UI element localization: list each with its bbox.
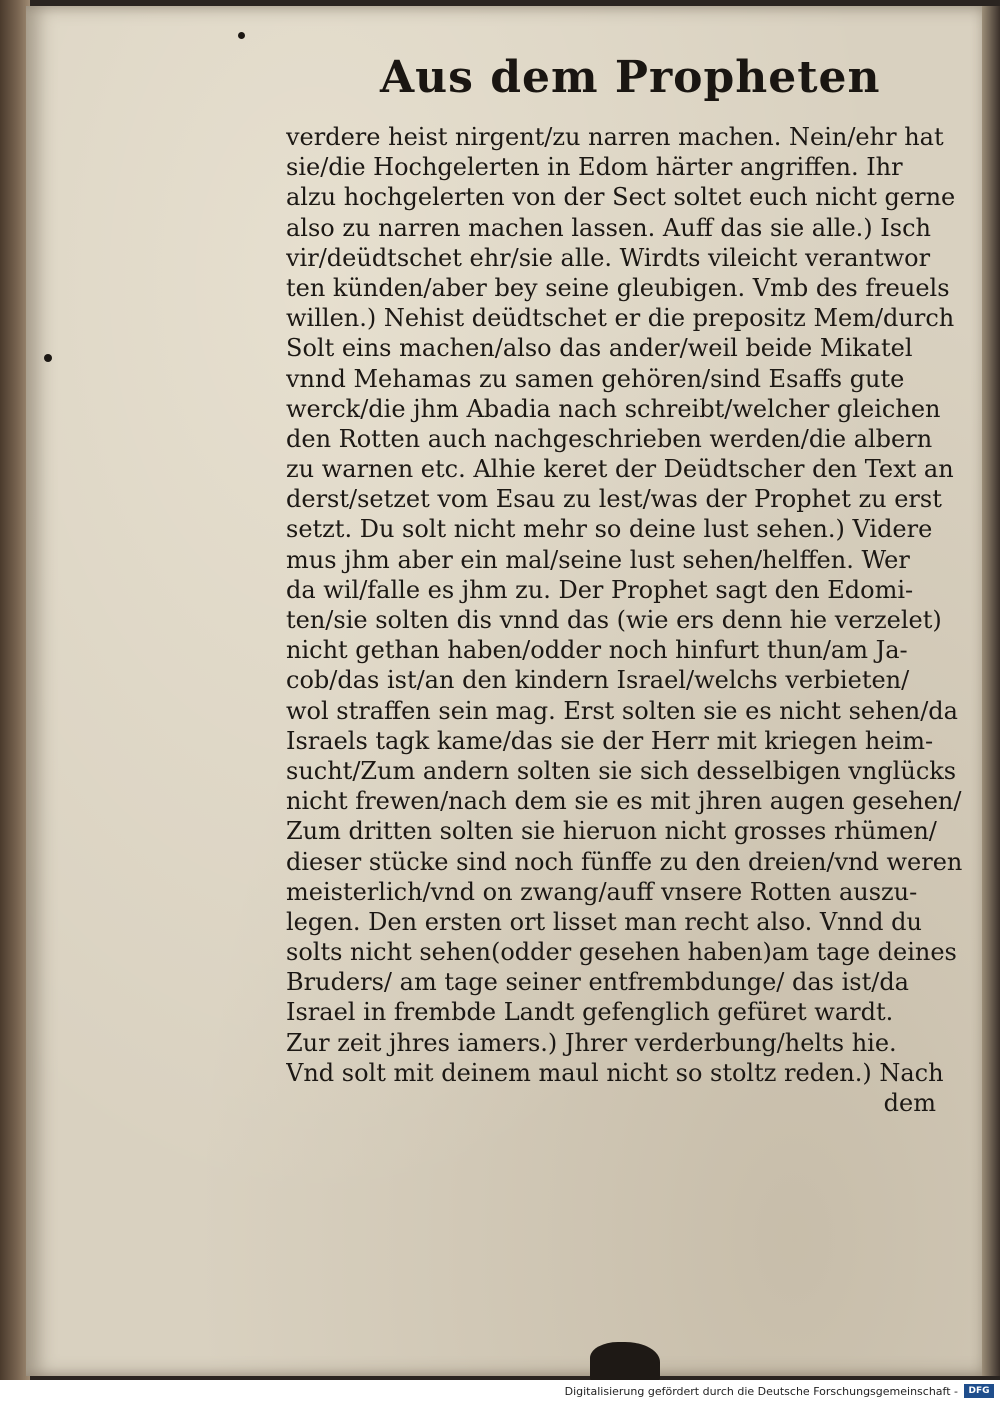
footer-credit: Digitalisierung gefördert durch die Deutsche Forschungsgemeinschaft - [564,1385,958,1398]
text-line: verdere heist nirgent/zu narren machen. Nein/ehr hat [286,123,944,151]
text-line: sie/die Hochgelerten in Edom härter angriffen. Ihr [286,153,903,182]
page-edge [982,6,1000,1376]
text-line: den Rotten auch nachgeschrieben werden/die albern [286,424,933,453]
body-text [286,122,966,1118]
text-line: cob/das ist/an den kindern Israel/welchs verbieten/ [286,666,910,695]
text-line: sucht/Zum andern solten sie sich desselbigen vnglücks [286,756,957,785]
running-head: Aus dem Propheten [380,52,881,103]
ink-spot [238,32,245,39]
text-line: mus jhm aber ein mal/seine lust sehen/helffen. Wer [286,545,910,574]
text-line: Israel in frembde Landt gefenglich gefüret wardt. [286,998,894,1027]
text-line: nicht frewen/nach dem sie es mit jhren augen gesehen/ [286,787,962,816]
text-line: zu warnen etc. Alhie keret der Deüdtscher den Text an [286,455,954,484]
text-line: Zum dritten solten sie hieruon nicht grosses rhümen/ [286,817,937,846]
text-line: Solt eins machen/also das ander/weil beide Mikatel [286,334,913,363]
text-line: da wil/falle es jhm zu. Der Prophet sagt den Edomi- [286,575,914,604]
text-line: Vnd solt mit deinem maul nicht so stoltz reden.) Nach [286,1058,944,1087]
text-line: also zu narren machen lassen. Auff das sie alle.) Isch [286,213,931,242]
text-line: Bruders/ am tage seiner entfrembdunge/ das ist/da [286,968,909,997]
text-line: werck/die jhm Abadia nach schreibt/welcher gleichen [286,394,941,423]
ink-spot [44,354,52,362]
text-line: ten/sie solten dis vnnd das (wie ers denn hie verzelet) [286,606,942,634]
text-line: vnnd Mehamas zu samen gehören/sind Esaffs gute [286,364,905,393]
text-line: dieser stücke sind noch fünffe zu den dreien/vnd weren [286,847,963,876]
text-line: Zur zeit jhres iamers.) Jhrer verderbung/helts hie. [286,1028,897,1057]
text-line: meisterlich/vnd on zwang/auff vnsere Rotten auszu- [286,877,918,906]
text-line: ten künden/aber bey seine gleubigen. Vmb des freuels [286,273,950,302]
text-line: setzt. Du solt nicht mehr so deine lust sehen.) Videre [286,515,933,544]
text-line: alzu hochgelerten von der Sect soltet euch nicht gerne [286,183,956,212]
dfg-logo: DFG [964,1384,994,1398]
text-line: vir/deüdtschet ehr/sie alle. Wirdts vileicht verantwor [286,243,931,272]
text-line: legen. Den ersten ort lisset man recht also. Vnnd du [286,907,922,936]
text-line: solts nicht sehen(odder gesehen haben)am tage deines [286,938,957,967]
text-line: willen.) Nehist deüdtschet er die prepositz Mem/durch [286,304,955,333]
catchword: dem [883,1089,936,1117]
footer-bar [0,1380,1000,1402]
text-line: wol straffen sein mag. Erst solten sie es nicht sehen/da [286,696,958,725]
text-line: derst/setzet vom Esau zu lest/was der Prophet zu erst [286,485,942,514]
text-line: Israels tagk kame/das sie der Herr mit kriegen heim- [286,726,934,755]
text-line: nicht gethan haben/odder noch hinfurt thun/am Ja- [286,636,908,665]
page-tear [590,1342,660,1382]
